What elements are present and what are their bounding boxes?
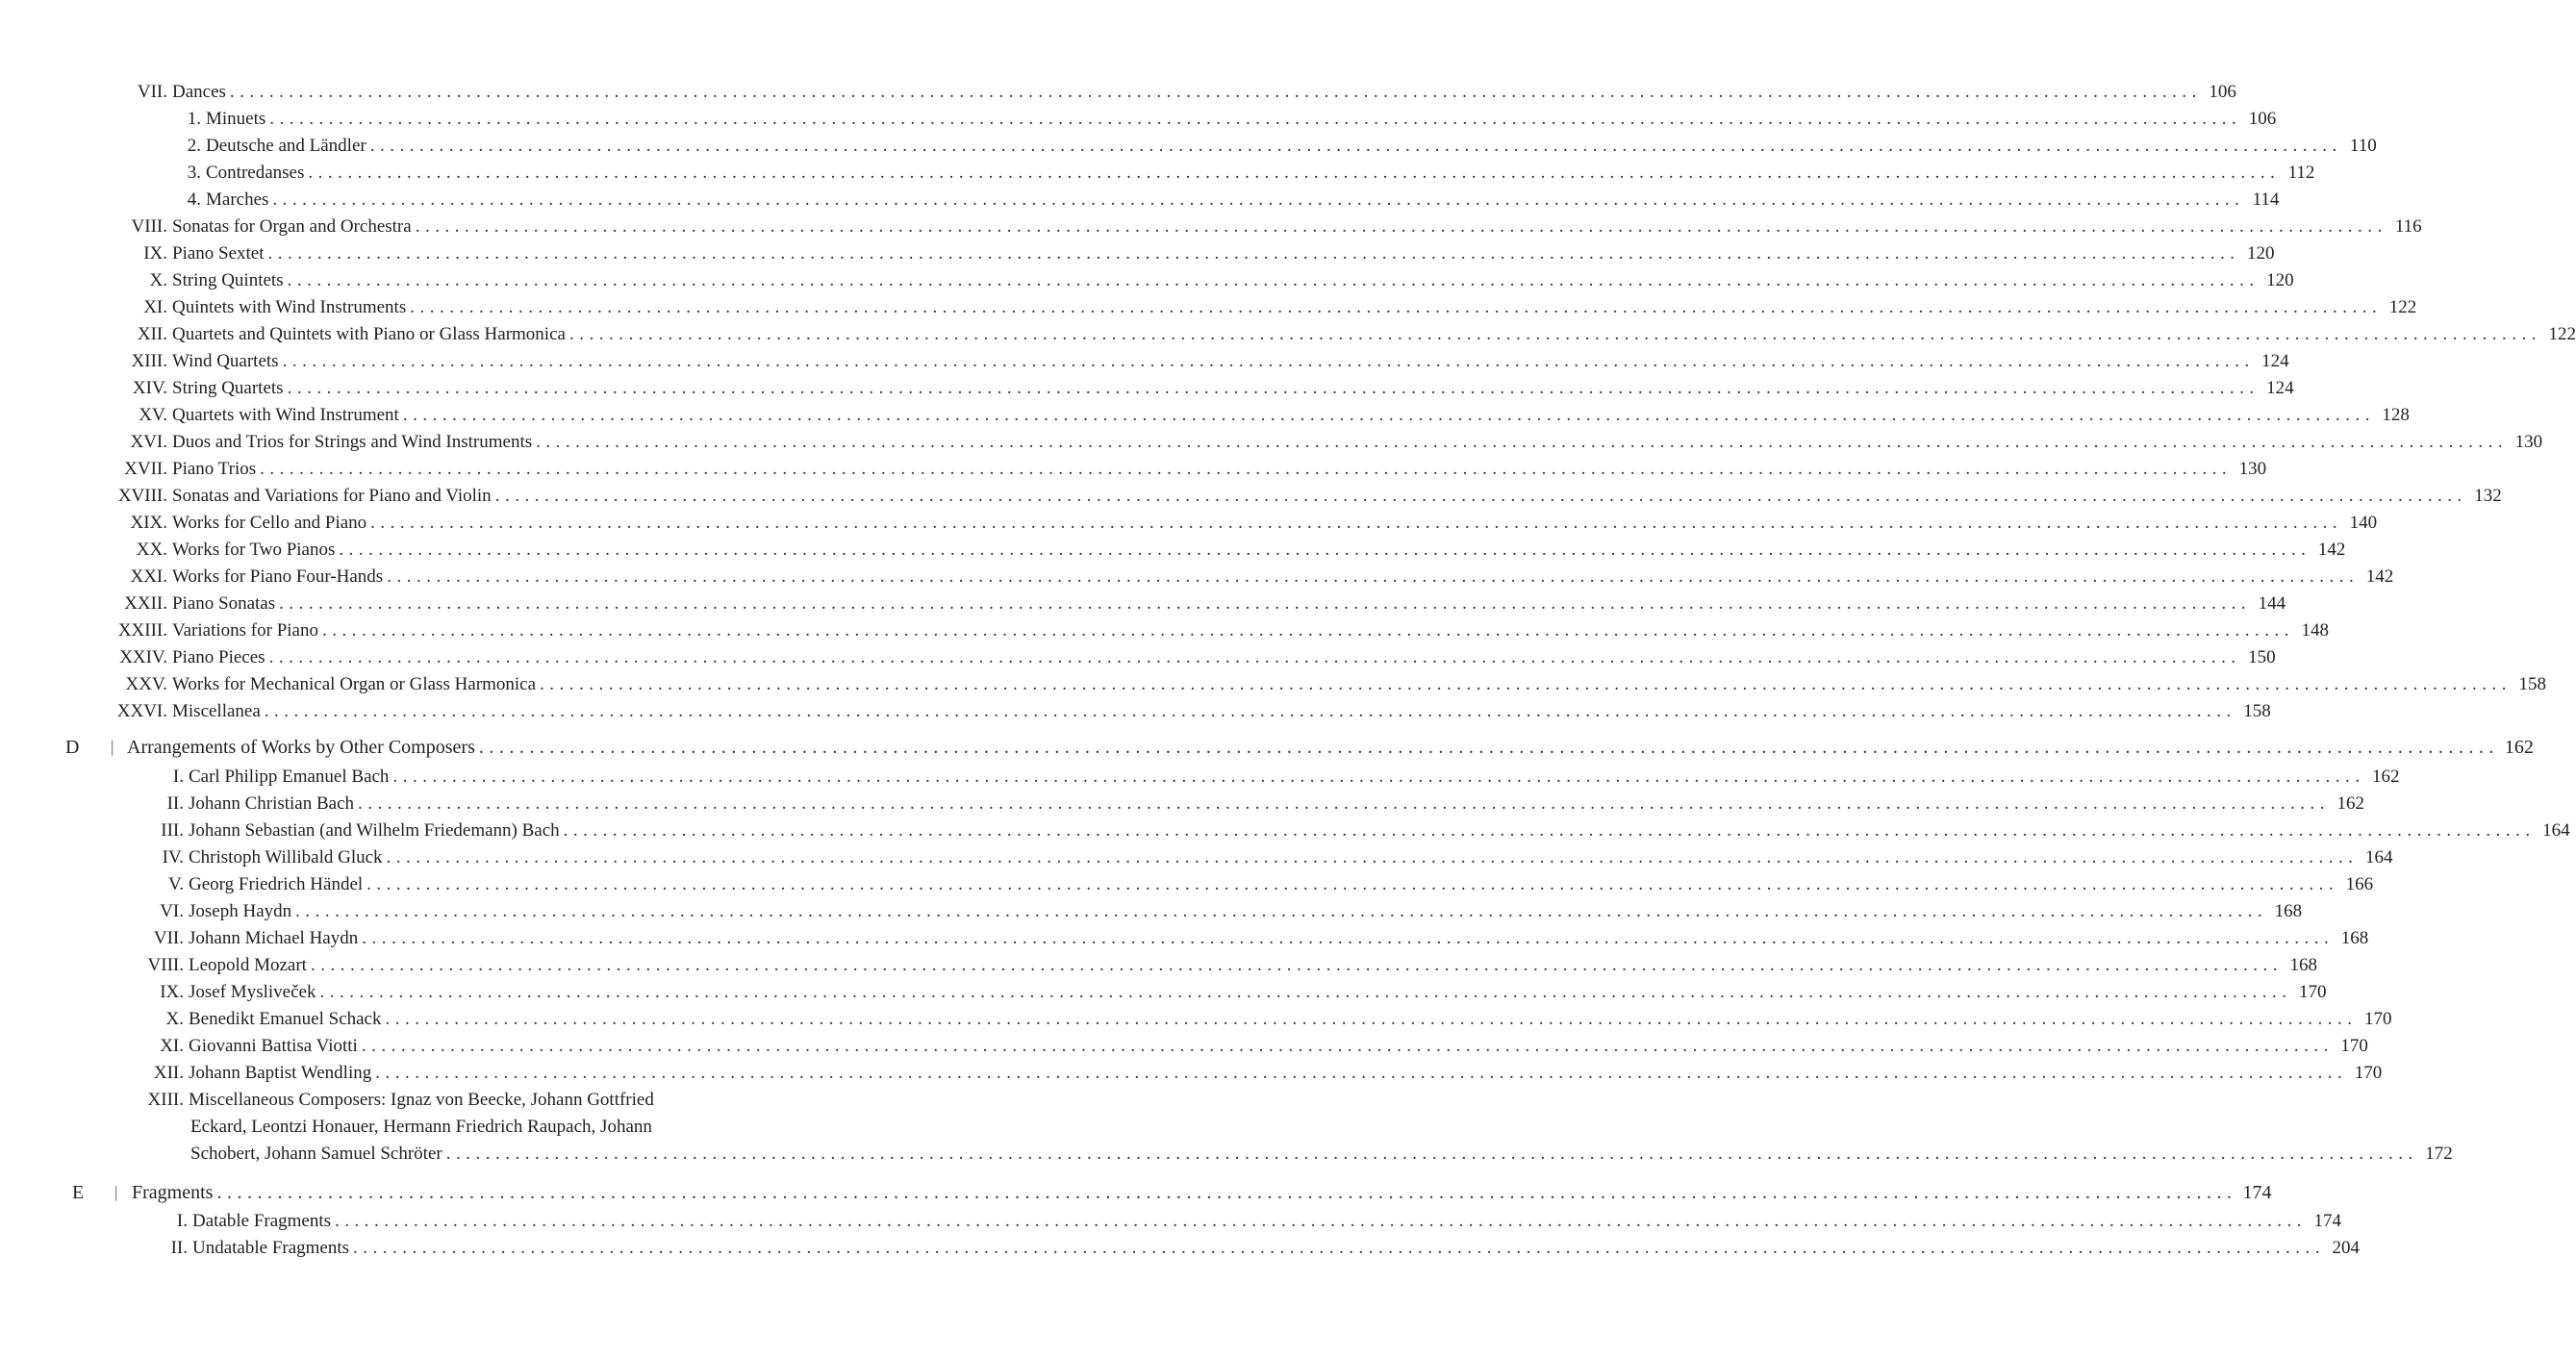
entry-title: Deutsche and Ländler: [206, 136, 366, 156]
entry-title: Johann Christian Bach: [189, 793, 355, 814]
dot-leader: ........................................................................................................................................................................................................: [375, 1063, 2348, 1083]
entry-page: 140: [2349, 513, 2378, 533]
dot-leader: ........................................................................................................................................................................................................: [353, 1238, 2326, 1258]
dot-leader: ........................................................................................................................................................................................................: [362, 928, 2335, 948]
entry-page: 128: [2382, 405, 2410, 425]
toc-entry: [106, 619, 2329, 642]
entry-page: 170: [2364, 1009, 2392, 1029]
entry-page: 170: [2298, 982, 2327, 1002]
entry-page: 148: [2301, 620, 2329, 641]
dot-leader: ........................................................................................................................................................................................................: [229, 82, 2202, 102]
entry-title: Quintets with Wind Instruments: [172, 297, 407, 317]
toc-entry: [106, 646, 2276, 669]
entry-title-line2: Eckard, Leontzi Honauer, Hermann Friedrich Raupach, Johann: [190, 1117, 652, 1137]
entry-title: Piano Pieces: [172, 647, 265, 667]
dot-leader: ........................................................................................................................................................................................................: [339, 540, 2311, 560]
dot-leader: ........................................................................................................................................................................................................: [282, 351, 2255, 371]
entry-page: 116: [2394, 216, 2422, 237]
section-divider: |: [114, 1183, 118, 1201]
entry-number: XX.: [136, 540, 167, 560]
dot-leader: ........................................................................................................................................................................................................: [267, 243, 2240, 264]
entry-page: 124: [2261, 351, 2289, 371]
entry-number: 4.: [187, 189, 201, 210]
section-divider: |: [111, 738, 114, 756]
entry-number: XIII.: [131, 351, 167, 371]
dot-leader: ........................................................................................................................................................................................................: [540, 674, 2512, 694]
dot-leader: ........................................................................................................................................................................................................: [279, 593, 2252, 614]
dot-leader: ........................................................................................................................................................................................................: [268, 647, 2241, 667]
dot-leader: ........................................................................................................................................................................................................: [563, 820, 2536, 841]
entry-number: XIV.: [132, 378, 167, 398]
entry-title: Works for Cello and Piano: [172, 513, 367, 533]
toc-entry: [106, 485, 2502, 508]
dot-leader: ........................................................................................................................................................................................................: [478, 737, 2499, 758]
toc-entry: [122, 927, 2369, 950]
entry-number: V.: [167, 874, 184, 894]
toc-entry: [122, 873, 2374, 896]
entry-title: Sonatas for Organ and Orchestra: [172, 216, 412, 237]
entry-number: XXV.: [125, 674, 167, 694]
entry-page: 130: [2238, 459, 2267, 479]
entry-number: XXII.: [124, 593, 167, 614]
dot-leader: ........................................................................................................................................................................................................: [386, 847, 2359, 868]
entry-title: Carl Philipp Emanuel Bach: [189, 767, 390, 787]
entry-number: I.: [172, 767, 184, 787]
dot-leader: ........................................................................................................................................................................................................: [361, 1036, 2334, 1056]
toc-entry: [122, 981, 2327, 1004]
entry-title: Benedikt Emanuel Schack: [189, 1009, 382, 1029]
dot-leader: ........................................................................................................................................................................................................: [310, 955, 2283, 975]
dot-leader: ........................................................................................................................................................................................................: [415, 216, 2387, 237]
toc-entry: [106, 323, 2576, 346]
entry-title: Wind Quartets: [172, 351, 279, 371]
entry-title-line3: Schobert, Johann Samuel Schröter: [190, 1144, 442, 1164]
entry-number: I.: [176, 1211, 188, 1231]
dot-leader: ........................................................................................................................................................................................................: [321, 620, 2294, 641]
entry-number: VII.: [137, 82, 167, 102]
entry-number: XIII.: [147, 1090, 184, 1110]
entry-number: IV.: [162, 847, 184, 868]
entry-title: Christoph Willibald Gluck: [189, 847, 383, 868]
entry-number: XVI.: [130, 432, 167, 452]
entry-title: Variations for Piano: [172, 620, 318, 641]
entry-number: 1.: [187, 109, 201, 129]
entry-title: Sonatas and Variations for Piano and Violin: [172, 486, 492, 506]
toc-entry-multiline: [122, 1089, 770, 1112]
entry-page: 124: [2266, 378, 2294, 398]
section-letter: D: [65, 737, 80, 758]
dot-leader: ........................................................................................................................................................................................................: [335, 1211, 2308, 1231]
entry-number: XXIII.: [117, 620, 167, 641]
entry-title: Joseph Haydn: [189, 901, 292, 921]
entry-page: 164: [2542, 820, 2570, 841]
toc-entry: [106, 350, 2289, 373]
entry-page: 144: [2258, 593, 2286, 614]
entry-page: 158: [2518, 674, 2546, 694]
entry-title: Piano Sextet: [172, 243, 265, 264]
entry-number: X.: [165, 1009, 184, 1029]
toc-entry: [106, 700, 2271, 723]
entry-page: 132: [2474, 486, 2502, 506]
entry-page: 122: [2388, 297, 2417, 317]
dot-leader: ........................................................................................................................................................................................................: [295, 901, 2268, 921]
dot-leader: ........................................................................................................................................................................................................: [308, 163, 2281, 183]
toc-entry: [106, 296, 2417, 319]
toc-entry: [106, 566, 2394, 589]
section-heading: [127, 736, 2534, 759]
entry-title: Works for Two Pianos: [172, 540, 336, 560]
entry-number: VII.: [153, 928, 184, 948]
entry-page: 142: [2365, 566, 2394, 587]
entry-number: III.: [161, 820, 184, 841]
entry-number: XII.: [137, 324, 167, 344]
dot-leader: ........................................................................................................................................................................................................: [568, 324, 2541, 344]
toc-entry: [106, 512, 2378, 535]
entry-number: 2.: [187, 136, 201, 156]
toc-entry: [106, 269, 2294, 292]
dot-leader: ........................................................................................................................................................................................................: [370, 513, 2343, 533]
entry-number: XXI.: [130, 566, 167, 587]
toc-entry: [106, 431, 2543, 454]
entry-page: 168: [2340, 928, 2369, 948]
entry-title: Dances: [172, 82, 226, 102]
entry-page: 158: [2243, 701, 2271, 721]
entry-title: String Quartets: [172, 378, 284, 398]
entry-title: Piano Trios: [172, 459, 257, 479]
entry-page: 130: [2514, 432, 2543, 452]
toc-entry: [106, 539, 2346, 562]
section-title: Fragments: [132, 1182, 214, 1203]
toc-entry: [106, 404, 2410, 427]
entry-page: 168: [2274, 901, 2303, 921]
entry-number: XXIV.: [119, 647, 167, 667]
entry-number: VIII.: [131, 216, 167, 237]
entry-title: Giovanni Battisa Viotti: [189, 1036, 358, 1056]
toc-entry: [139, 108, 2277, 131]
entry-title: Undatable Fragments: [192, 1238, 350, 1258]
entry-title: Johann Michael Haydn: [189, 928, 359, 948]
entry-number: IX.: [143, 243, 167, 264]
dot-leader: ........................................................................................................................................................................................................: [402, 405, 2375, 425]
entry-number: XII.: [153, 1063, 184, 1083]
entry-page: 112: [2287, 163, 2315, 183]
dot-leader: ........................................................................................................................................................................................................: [272, 189, 2245, 210]
entry-title: Miscellanea: [172, 701, 261, 721]
entry-page: 172: [2425, 1144, 2453, 1164]
entry-page: 110: [2349, 136, 2377, 156]
entry-title: Marches: [206, 189, 269, 210]
dot-leader: ........................................................................................................................................................................................................: [392, 767, 2365, 787]
entry-page: 166: [2345, 874, 2374, 894]
toc-entry: [139, 189, 2280, 212]
entry-number: 3.: [187, 163, 201, 183]
entry-title: Datable Fragments: [192, 1211, 332, 1231]
entry-page: 122: [2548, 324, 2576, 344]
entry-page: 164: [2365, 847, 2393, 868]
dot-leader: ........................................................................................................................................................................................................: [494, 486, 2467, 506]
entry-number: II.: [170, 1238, 188, 1258]
entry-number: XVII.: [124, 459, 167, 479]
toc-entry: [122, 846, 2393, 869]
entry-number: XI.: [160, 1036, 184, 1056]
toc-entry-continuation: [190, 1143, 2453, 1166]
entry-number: XV.: [139, 405, 167, 425]
entry-number: VIII.: [147, 955, 184, 975]
dot-leader: ........................................................................................................................................................................................................: [287, 378, 2260, 398]
toc-entry: [122, 1062, 2383, 1085]
toc-entry: [122, 1035, 2368, 1058]
toc-entry: [122, 954, 2317, 977]
entry-title: Minuets: [206, 109, 266, 129]
entry-title-line1: Miscellaneous Composers: Ignaz von Beecke, Johann Gottfried: [189, 1090, 654, 1110]
entry-number: XXVI.: [116, 701, 167, 721]
dot-leader: ........................................................................................................................................................................................................: [264, 701, 2236, 721]
dot-leader: ........................................................................................................................................................................................................: [287, 270, 2260, 290]
entry-number: XVIII.: [117, 486, 167, 506]
entry-number: XIX.: [130, 513, 167, 533]
entry-title: Piano Sonatas: [172, 593, 276, 614]
entry-page: 150: [2248, 647, 2276, 667]
entry-title: String Quintets: [172, 270, 284, 290]
entry-page: 120: [2247, 243, 2275, 264]
entry-number: IX.: [160, 982, 184, 1002]
entry-title: Contredanses: [206, 163, 305, 183]
entry-title: Josef Mysliveček: [189, 982, 316, 1002]
entry-title: Leopold Mozart: [189, 955, 307, 975]
toc-entry: [122, 766, 2400, 789]
entry-title: Johann Baptist Wendling: [189, 1063, 372, 1083]
toc-entry: [106, 592, 2286, 616]
entry-title: Duos and Trios for Strings and Wind Instruments: [172, 432, 533, 452]
dot-leader: ........................................................................................................................................................................................................: [410, 297, 2383, 317]
toc-entry: [106, 673, 2546, 696]
entry-page: 174: [2313, 1211, 2342, 1231]
dot-leader: ........................................................................................................................................................................................................: [445, 1144, 2418, 1164]
toc-entry: [106, 458, 2267, 481]
entry-title: Quartets with Wind Instrument: [172, 405, 399, 425]
entry-page: 106: [2209, 82, 2236, 102]
dot-leader: ........................................................................................................................................................................................................: [536, 432, 2509, 452]
toc-entry: [106, 81, 2236, 104]
toc-entry: [106, 215, 2422, 239]
dot-leader: ........................................................................................................................................................................................................: [269, 109, 2242, 129]
entry-title: Johann Sebastian (and Wilhelm Friedemann) Bach: [189, 820, 560, 841]
entry-page: 120: [2266, 270, 2294, 290]
entry-number: VI.: [160, 901, 184, 921]
toc-entry: [139, 162, 2315, 185]
section-page: 162: [2504, 737, 2534, 758]
toc-entry: [106, 377, 2294, 400]
entry-number: X.: [149, 270, 167, 290]
entry-page: 162: [2371, 767, 2400, 787]
toc-entry: [122, 792, 2365, 816]
dot-leader: ........................................................................................................................................................................................................: [358, 793, 2331, 814]
entry-page: 204: [2332, 1238, 2361, 1258]
entry-number: XI.: [143, 297, 167, 317]
dot-leader: ........................................................................................................................................................................................................: [319, 982, 2292, 1002]
entry-page: 106: [2248, 109, 2277, 129]
entry-title: Works for Mechanical Organ or Glass Harmonica: [172, 674, 536, 694]
toc-entry: [106, 242, 2275, 265]
entry-number: II.: [166, 793, 184, 814]
entry-page: 162: [2336, 793, 2365, 814]
section-title: Arrangements of Works by Other Composers: [127, 737, 475, 758]
dot-leader: ........................................................................................................................................................................................................: [366, 874, 2339, 894]
section-page: 174: [2242, 1182, 2272, 1203]
dot-leader: ........................................................................................................................................................................................................: [385, 1009, 2358, 1029]
section-heading: [132, 1181, 2272, 1204]
entry-page: 170: [2340, 1036, 2368, 1056]
section-letter: E: [72, 1182, 85, 1203]
dot-leader: ........................................................................................................................................................................................................: [260, 459, 2233, 479]
toc-entry: [139, 135, 2377, 158]
entry-page: 114: [2252, 189, 2280, 210]
entry-page: 142: [2317, 540, 2346, 560]
toc-entry: [126, 1210, 2342, 1233]
entry-page: 168: [2289, 955, 2317, 975]
dot-leader: ........................................................................................................................................................................................................: [387, 566, 2360, 587]
entry-title: Georg Friedrich Händel: [189, 874, 364, 894]
entry-title: Quartets and Quintets with Piano or Glass Harmonica: [172, 324, 566, 344]
toc-entry: [122, 819, 2570, 842]
dot-leader: ........................................................................................................................................................................................................: [216, 1182, 2237, 1203]
toc-entry: [122, 900, 2303, 923]
toc-entry: [126, 1237, 2361, 1260]
toc-entry: [122, 1008, 2392, 1031]
entry-page: 170: [2354, 1063, 2383, 1083]
entry-title: Works for Piano Four-Hands: [172, 566, 384, 587]
dot-leader: ........................................................................................................................................................................................................: [369, 136, 2342, 156]
